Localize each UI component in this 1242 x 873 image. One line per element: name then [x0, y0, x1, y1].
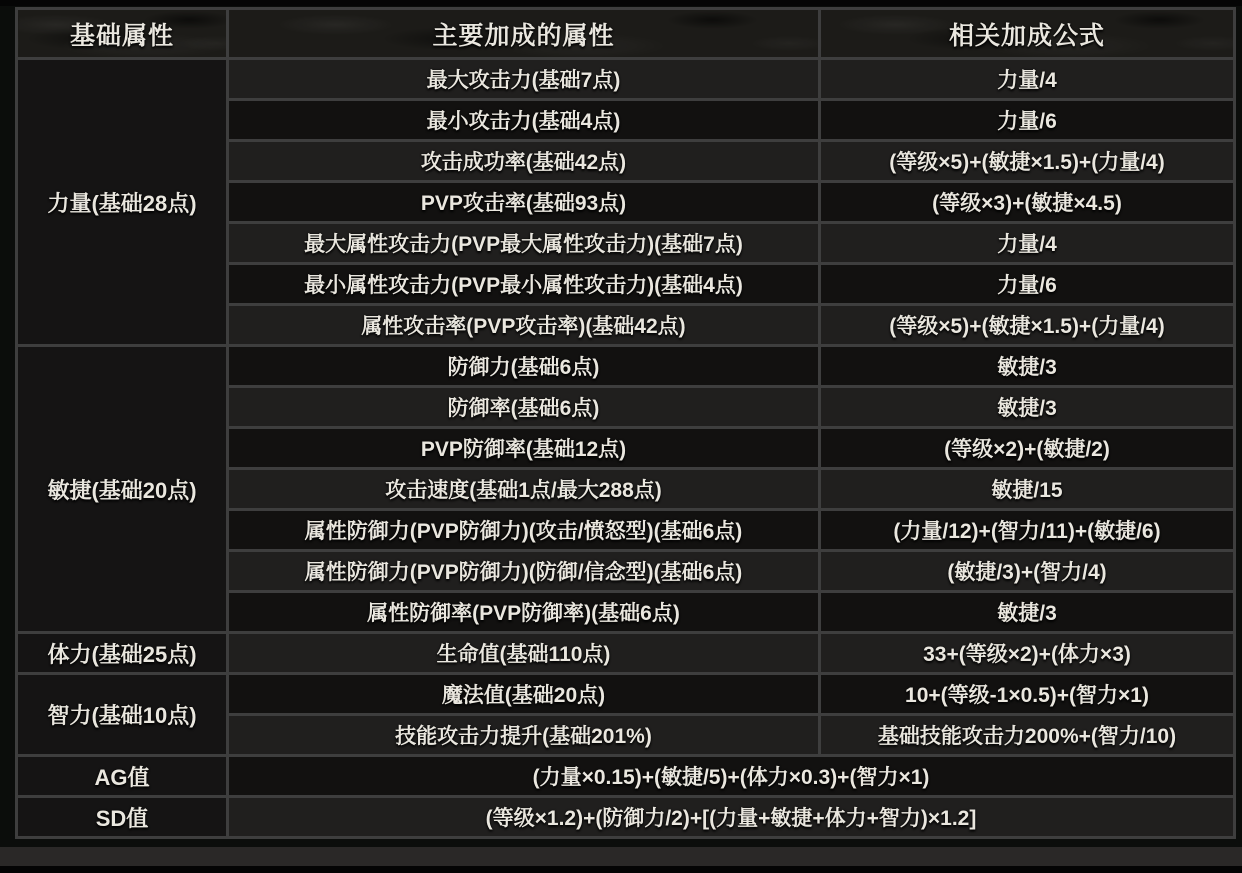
- formula-cell: 敏捷/15: [820, 469, 1235, 510]
- formula-cell: 敏捷/3: [820, 346, 1235, 387]
- stat-cell: 攻击成功率(基础42点): [228, 141, 820, 182]
- formula-cell: (等级×5)+(敏捷×1.5)+(力量/4): [820, 141, 1235, 182]
- top-letterbox-strip: [0, 0, 1242, 6]
- formula-cell: (等级×1.2)+(防御力/2)+[(力量+敏捷+体力+智力)×1.2]: [228, 797, 1235, 838]
- table-row: [17, 346, 1235, 387]
- attribute-cell: 智力(基础10点): [17, 674, 228, 756]
- table-body: [17, 59, 1235, 838]
- header-bonus-stat: 主要加成的属性: [228, 9, 820, 59]
- table-row: [17, 633, 1235, 674]
- formula-cell: 力量/6: [820, 264, 1235, 305]
- formula-cell: 力量/6: [820, 100, 1235, 141]
- formula-cell: (等级×5)+(敏捷×1.5)+(力量/4): [820, 305, 1235, 346]
- attribute-formula-table: [15, 7, 1236, 839]
- formula-cell: (敏捷/3)+(智力/4): [820, 551, 1235, 592]
- attribute-cell: 力量(基础28点): [17, 59, 228, 346]
- formula-cell: (等级×3)+(敏捷×4.5): [820, 182, 1235, 223]
- header-bonus-formula: 相关加成公式: [820, 9, 1235, 59]
- stat-cell: 最小攻击力(基础4点): [228, 100, 820, 141]
- header-basic-attribute: 基础属性: [17, 9, 228, 59]
- formula-cell: 基础技能攻击力200%+(智力/10): [820, 715, 1235, 756]
- stat-cell: 属性防御率(PVP防御率)(基础6点): [228, 592, 820, 633]
- stat-cell: 最大属性攻击力(PVP最大属性攻击力)(基础7点): [228, 223, 820, 264]
- stat-cell: 属性防御力(PVP防御力)(防御/信念型)(基础6点): [228, 551, 820, 592]
- stat-cell: 属性防御力(PVP防御力)(攻击/愤怒型)(基础6点): [228, 510, 820, 551]
- formula-cell: 10+(等级-1×0.5)+(智力×1): [820, 674, 1235, 715]
- header-row: [17, 9, 1235, 59]
- stat-cell: 攻击速度(基础1点/最大288点): [228, 469, 820, 510]
- attribute-cell: 体力(基础25点): [17, 633, 228, 674]
- formula-cell: (力量×0.15)+(敏捷/5)+(体力×0.3)+(智力×1): [228, 756, 1235, 797]
- stat-cell: 防御力(基础6点): [228, 346, 820, 387]
- formula-cell: (等级×2)+(敏捷/2): [820, 428, 1235, 469]
- table-row: [17, 797, 1235, 838]
- formula-cell: 敏捷/3: [820, 592, 1235, 633]
- formula-cell: 敏捷/3: [820, 387, 1235, 428]
- stat-cell: 魔法值(基础20点): [228, 674, 820, 715]
- formula-cell: 力量/4: [820, 59, 1235, 100]
- formula-cell: 力量/4: [820, 223, 1235, 264]
- formula-cell: (力量/12)+(智力/11)+(敏捷/6): [820, 510, 1235, 551]
- table-row: [17, 756, 1235, 797]
- stat-cell: 防御率(基础6点): [228, 387, 820, 428]
- table-header: [17, 9, 1235, 59]
- bottom-ui-band: [0, 847, 1242, 866]
- stats-table-container: [15, 7, 1236, 839]
- formula-cell: 33+(等级×2)+(体力×3): [820, 633, 1235, 674]
- attribute-cell: 敏捷(基础20点): [17, 346, 228, 633]
- bottom-letterbox-strip: [0, 866, 1242, 873]
- stat-cell: PVP攻击率(基础93点): [228, 182, 820, 223]
- stat-cell: 生命值(基础110点): [228, 633, 820, 674]
- stat-cell: 最大攻击力(基础7点): [228, 59, 820, 100]
- stat-cell: 技能攻击力提升(基础201%): [228, 715, 820, 756]
- stat-cell: PVP防御率(基础12点): [228, 428, 820, 469]
- stat-cell: 最小属性攻击力(PVP最小属性攻击力)(基础4点): [228, 264, 820, 305]
- stat-cell: 属性攻击率(PVP攻击率)(基础42点): [228, 305, 820, 346]
- attribute-cell: SD值: [17, 797, 228, 838]
- attribute-cell: AG值: [17, 756, 228, 797]
- table-row: [17, 59, 1235, 100]
- table-row: [17, 674, 1235, 715]
